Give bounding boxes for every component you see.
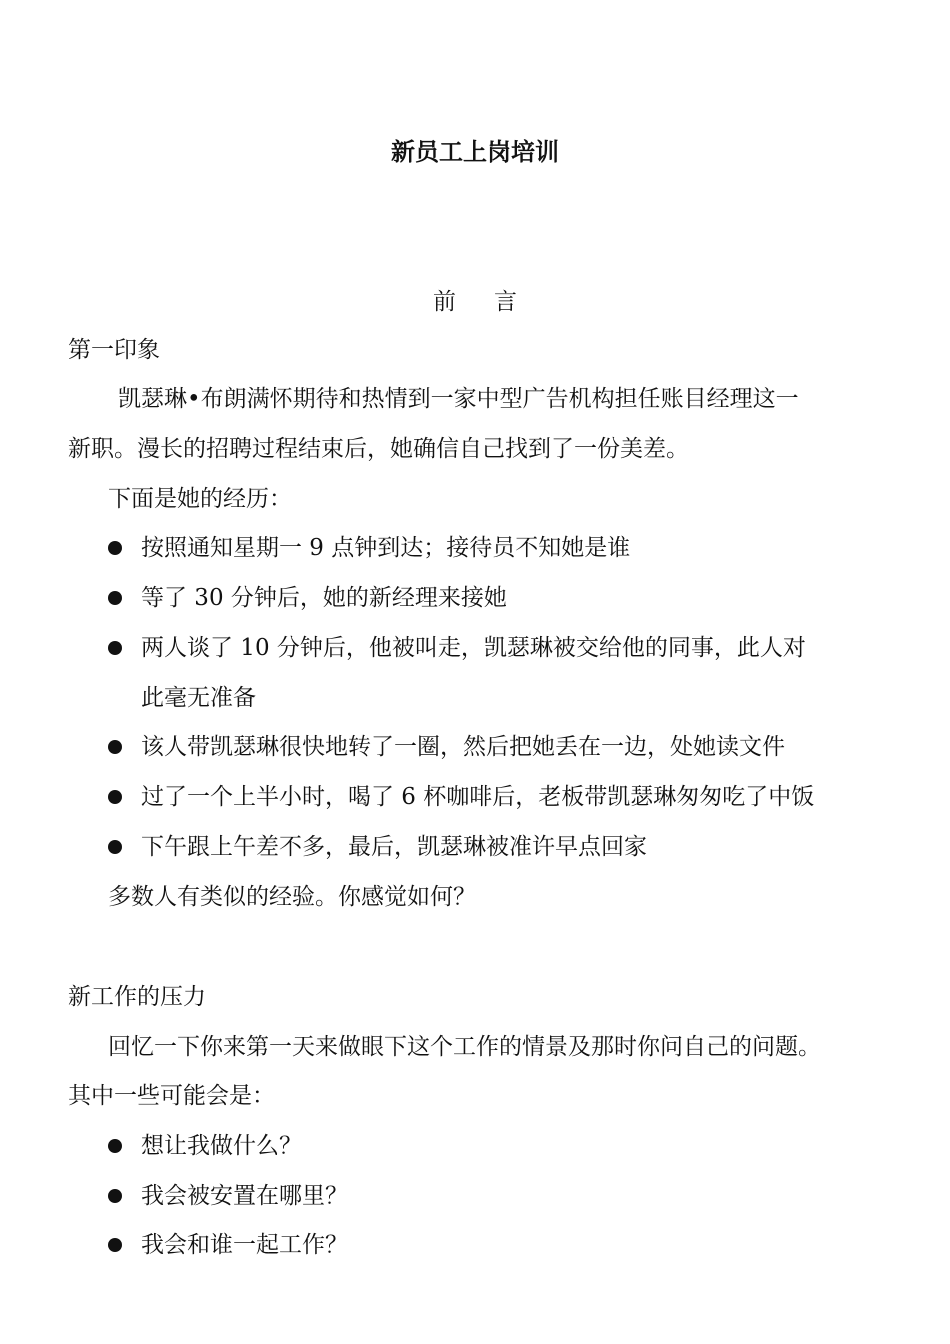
list-item-text: 我会被安置在哪里？ [141, 1183, 348, 1209]
list-item-text: 过了一个上半小时，喝了 6 杯咖啡后，老板带凯瑟琳匆匆吃了中饭 [141, 784, 815, 810]
list-item-text: 按照通知星期一 9 点钟到达；接待员不知她是谁 [141, 535, 631, 561]
paragraph-intro: 下面是她的经历： [108, 486, 292, 512]
preface-right-char: 言 [494, 289, 517, 315]
paragraph-line: 回忆一下你来第一天来做眼下这个工作的情景及那时你问自己的问题。 [108, 1034, 821, 1060]
bullet-icon [108, 1139, 122, 1153]
bullet-icon [108, 591, 122, 605]
list-item-text: 想让我做什么？ [141, 1133, 302, 1159]
bullet-icon [108, 740, 122, 754]
section-heading-first-impression: 第一印象 [68, 337, 160, 363]
paragraph-line: 新职。漫长的招聘过程结束后，她确信自己找到了一份美差。 [68, 436, 689, 462]
list-item-continuation: 此毫无准备 [141, 685, 256, 711]
list-item-text: 我会和谁一起工作？ [141, 1232, 348, 1258]
preface-left-char: 前 [433, 289, 456, 315]
paragraph-closing: 多数人有类似的经验。你感觉如何？ [108, 884, 476, 910]
section-heading-new-job-pressure: 新工作的压力 [68, 984, 206, 1010]
paragraph-line: 凯瑟琳•布朗满怀期待和热情到一家中型广告机构担任账目经理这一 [118, 386, 799, 412]
list-item-text: 两人谈了 10 分钟后，他被叫走，凯瑟琳被交给他的同事，此人对 [141, 635, 806, 661]
preface-heading [0, 284, 950, 320]
document-title: 新员工上岗培训 [391, 137, 559, 166]
bullet-icon [108, 840, 122, 854]
bullet-icon [108, 1189, 122, 1203]
list-item-text: 下午跟上午差不多，最后，凯瑟琳被准许早点回家 [141, 834, 647, 860]
bullet-icon [108, 541, 122, 555]
list-item-text: 该人带凯瑟琳很快地转了一圈，然后把她丢在一边，处她读文件 [141, 734, 785, 760]
bullet-icon [108, 790, 122, 804]
bullet-icon [108, 1238, 122, 1252]
list-item-text: 等了 30 分钟后，她的新经理来接她 [141, 585, 507, 611]
paragraph-line: 其中一些可能会是： [68, 1083, 275, 1109]
bullet-icon [108, 641, 122, 655]
